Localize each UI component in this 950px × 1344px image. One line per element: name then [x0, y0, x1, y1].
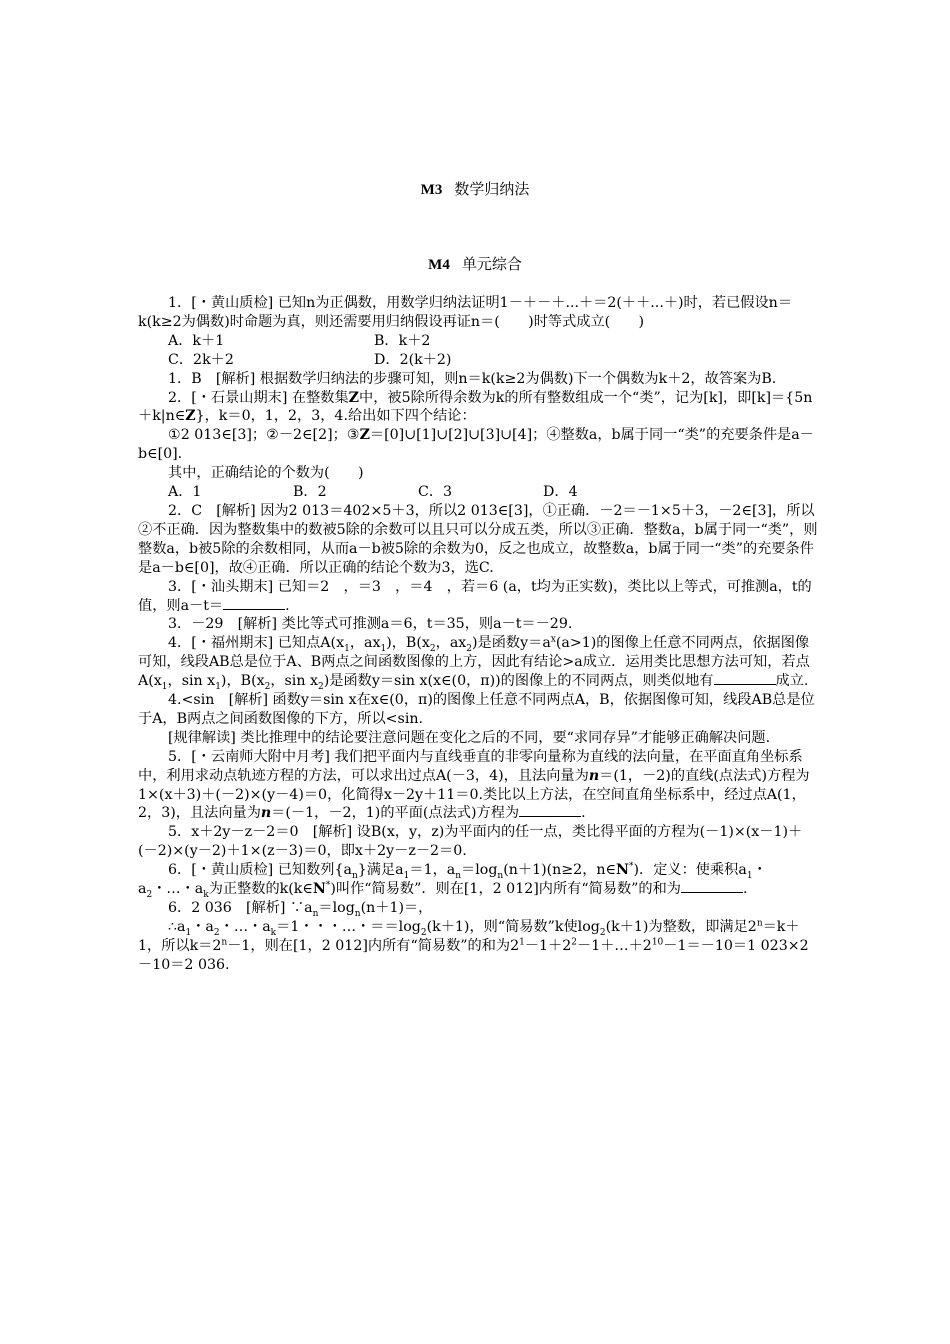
question-2-answer: 2．C [解析] 因为2 013＝402×5＋3，所以2 013∈[3]，①正确．－2＝－1×5＋3，－2∈[3]，所以②不正确．因为整数集中的数被5除的余数可以且只可以分成五类，所以③正确．整数a，b属于同一“类”，则整数a，b被5除的余数相同，从而a－b被5除的余数为0，反之也成立，故整数a，b属于同一“类”的充要条件是a－b∈[0]，故④正确．所以正确的结论个数为3，选C. — [138, 502, 818, 576]
option-b: B．2 — [293, 484, 327, 501]
question-1-stem: 1．[・黄山质检] 已知n为正偶数，用数学归纳法证明1－＋－＋...＋＝2(＋＋...＋)时，若已假设n＝k(k≥2为偶数)时命题为真，则还需要用归纳假设再证n＝( )时等式成立( ) — [138, 295, 793, 330]
question-1-answer: 1．B [解析] 根据数学归纳法的步骤可知，则n＝k(k≥2为偶数)下一个偶数为k＋2，故答案为B. — [168, 370, 777, 387]
answer-blank — [714, 672, 776, 685]
question-4-stem: 4．[・福州期末] 已知点$A(x_1$，$ax_1$)，$B(x_2$，$ax_2$)是函数$y=a^x(a>1)$的图像上任意不同两点，依据图像可知，线段AB总是位于A、B两点之间函数图像的上方，因此有结论>a成立．运用类比思想方法可知，若点$A(x_1$，$\sin x_1$)，$B(x_2$，$\sin x_2$)是函数y＝sin x(x∈(0，π))的图像上的不同两点，则类似地有 成立. — [138, 634, 810, 692]
question-6-stem: 6．[・黄山质检] 已知数列$\{a_n\}$满足$a_1=1$，$a_n=\log_n(n+1)(n\ge 2$，n∈N*)．定义：使乘积$a_1$・$a_2$・…・$a_k$为正整数的k(k∈N*)叫作“简易数”．则在[1，2 012]内所有“简易数”的和为 . — [138, 861, 767, 900]
question-3-stem: 3．[・汕头期末] 已知＝2 ，＝3 ，＝4 ，若＝6 (a，t均为正实数)，类比以上等式，可推测a，t的值，则a－t＝ . — [138, 578, 812, 614]
section-name: 数学归纳法 — [454, 180, 530, 198]
question-1-options-row1 — [138, 332, 818, 351]
answer-blank — [681, 880, 743, 893]
question-2-options — [138, 483, 818, 502]
question-4-rule: [规律解读] 类比推理中的结论要注意问题在变化之后的不同，要“求同存异”才能够正确解决问题. — [168, 729, 771, 746]
option-a: A．k＋1 — [168, 332, 225, 349]
section-title-m3 — [0, 178, 950, 199]
section-code: M4 — [428, 257, 450, 273]
option-d: D．4 — [543, 484, 578, 501]
section-code: M3 — [420, 182, 443, 198]
option-c: C．2k＋2 — [168, 351, 234, 368]
document-body — [138, 294, 818, 975]
question-1-options-row2 — [138, 351, 818, 370]
question-5-answer: 5．x＋2y－z－2＝0 [解析] 设B(x，y，z)为平面内的任一点，类比得平面的方程为(－1)×(x－1)＋(－2)×(y－2)＋1×(z－3)＝0，即x＋2y－z－2＝0. — [138, 824, 803, 860]
question-6-answer-line2: $\therefore a_1$・$a_2$・…・$a_k=1$・・・…・$==\log_2(k+1)$，则“简易数”k使$\log_2(k+1)$为整数，即满足$2^n=k+1$，所以$k=2^n-1$，则在[1，2 012]内所有“简易数”的和为$2^1-1+2^2-1+\dots+2^{10}-1=-10=1$ 023×2－10＝2 036. — [138, 918, 809, 973]
answer-blank — [519, 804, 581, 817]
question-5-stem: 5．[・云南师大附中月考] 我们把平面内与直线垂直的非零向量称为直线的法向量，在平面直角坐标系中，利用求动点轨迹方程的方法，可以求出过点A(－3，4)，且法向量为n＝(1，－2)的直线(点法式)方程为1×(x＋3)＋(－2)×(y－4)＝0，化简得x－2y＋11＝0.类比以上方法，在空间直角坐标系中，经过点A(1，2，3)，且法向量为n＝(－1，－2，1)的平面(点法式)方程为 . — [138, 748, 810, 822]
question-2-statements: ①2 013∈[3]；②－2∈[2]；③Z＝[0]∪[1]∪[2]∪[3]∪[4]；④整数a，b属于同一“类”的充要条件是a－b∈[0]. — [138, 427, 814, 463]
option-b: B．k＋2 — [374, 332, 431, 349]
option-a: A．1 — [168, 484, 202, 501]
question-2-stem: 2．[・石景山期末] 在整数集Z中，被5除所得余数为k的所有整数组成一个“类”，记为[k]，即[k]＝{5n＋k|n∈Z}，k＝0，1，2，3，4.给出如下四个结论： — [138, 389, 813, 425]
section-name: 单元综合 — [461, 255, 522, 273]
question-6-answer-line1: 6．2 036 [解析] $\because a_n=\log_n(n+1)=$， — [168, 900, 433, 919]
answer-blank — [223, 597, 285, 610]
option-d: D．2(k＋2) — [374, 351, 452, 368]
question-2-question: 其中，正确结论的个数为( ) — [168, 465, 364, 482]
section-title-m4 — [0, 253, 950, 274]
question-4-answer: 4.<sin [解析] 函数y＝sin x在x∈(0，π)的图像上任意不同两点A，B，依据图像可知，线段AB总是位于A，B两点之间函数图像的下方，所以<sin. — [138, 692, 815, 727]
question-3-answer: 3．－29 [解析] 类比等式可推测a＝6，t＝35，则a－t＝－29. — [168, 616, 573, 633]
option-c: C．3 — [418, 484, 453, 501]
